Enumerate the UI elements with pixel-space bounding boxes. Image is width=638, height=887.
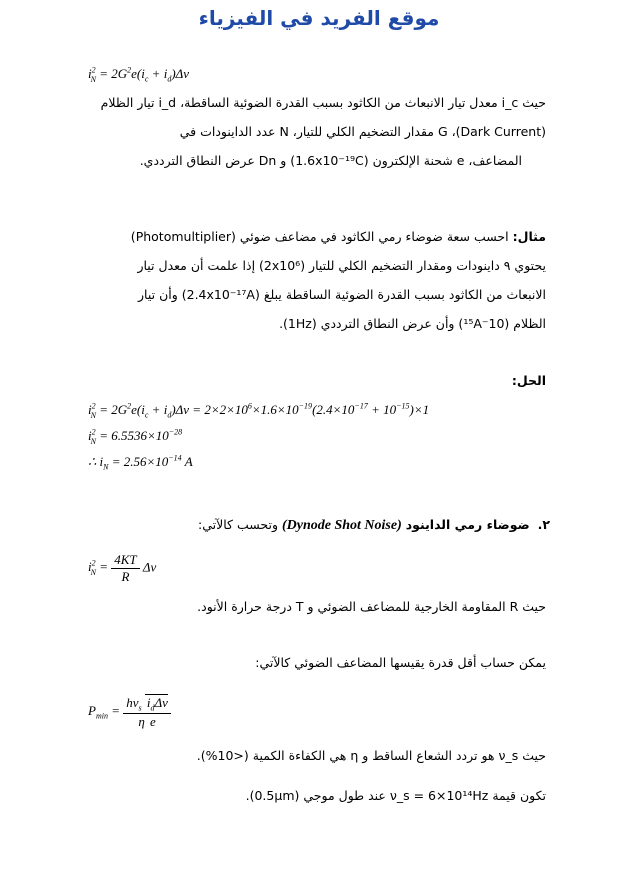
- example-label: مثال:: [512, 229, 546, 244]
- description-1-line-1: حيث i_c معدل تيار الانبعاث من الكاثود بسبب القدرة الضوئية الساقطة، i_d تيار الظلام: [100, 95, 546, 110]
- equation-2-denominator: R: [121, 569, 130, 584]
- description-1-line-2: (Dark Current)، G مقدار التضخيم الكلي للتيار، N عدد الداينودات في: [179, 124, 546, 139]
- example-line-2: يحتوي ٩ داينودات ومقدار التضخيم الكلي للتيار (2x10⁶) إذا علمت أن معدل تيار: [137, 258, 546, 273]
- section-2-suffix: وتحسب كالآتي:: [198, 517, 278, 532]
- solution-step-3: ∴ $i_N = 2.56\times 10^{-14}$ A: [88, 454, 193, 472]
- section-2-number: ٢.: [537, 517, 550, 532]
- example-line-3: الانبعاث من الكاثود بسبب القدرة الضوئية الساقطة يبلغ (2.4x10⁻¹⁷A) وأن تيار: [138, 287, 546, 302]
- section-2-term: (Dynode Shot Noise): [281, 518, 402, 533]
- example-text-1: احسب سعة ضوضاء رمي الكاثود في مضاعف ضوئي (Photomultiplier): [130, 229, 509, 244]
- example-line-1: [131, 229, 546, 244]
- solution-label: الحل:: [511, 373, 546, 388]
- example-line-4: الظلام (10⁻¹⁵A) وأن عرض النطاق الترددي (1Hz).: [279, 316, 546, 331]
- equation-3: $P_{min}$ = $\frac{h\nu_s i_d\Delta\nu}{\text{η e}}$: [88, 695, 171, 730]
- equation-2-numerator: 4KT: [111, 552, 139, 569]
- description-1-line-3: المضاعف، e شحنة الإلكترون (1.6x10⁻¹⁹C) و Dn عرض النطاق الترددي.: [139, 153, 522, 168]
- equation-1: $i^2_N = 2G^2e(i_c + i_d)\Delta\nu$: [88, 66, 190, 84]
- description-3: يمكن حساب أقل قدرة يقيسها المضاعف الضوئي كالآتي:: [255, 655, 546, 670]
- description-4-line-1: حيث ν_s هو تردد الشعاع الساقط و η هي الكفاءة الكمية (<10%).: [196, 748, 546, 763]
- solution-step-2: $i^2_N = 6.5536\times 10^{-28}$: [88, 428, 183, 446]
- site-title: موقع الفريد في الفيزياء: [198, 6, 440, 30]
- solution-step-1: $i^2_N = 2G^2e(i_c + i_d)\Delta\nu = 2\times 2\times 10^6\times 1.6\times 10^{-19}(2.4\times 10^{-17} + 10^{-15})\times 1$: [88, 402, 430, 420]
- equation-2-tail: Δν: [142, 559, 157, 575]
- section-2-title: ضوضاء رمي الداينود: [405, 517, 530, 532]
- description-4-line-2: تكون قيمة ν_s = 6×10¹⁴Hz عند طول موجي (0.5μm).: [245, 788, 546, 803]
- equation-2: $i^2_N$ = $\frac{4KT}{R}$ Δν: [88, 552, 157, 584]
- section-2-heading: [198, 517, 550, 534]
- description-2: حيث R المقاومة الخارجية للمضاعف الضوئي و T درجة حرارة الأنود.: [197, 599, 546, 614]
